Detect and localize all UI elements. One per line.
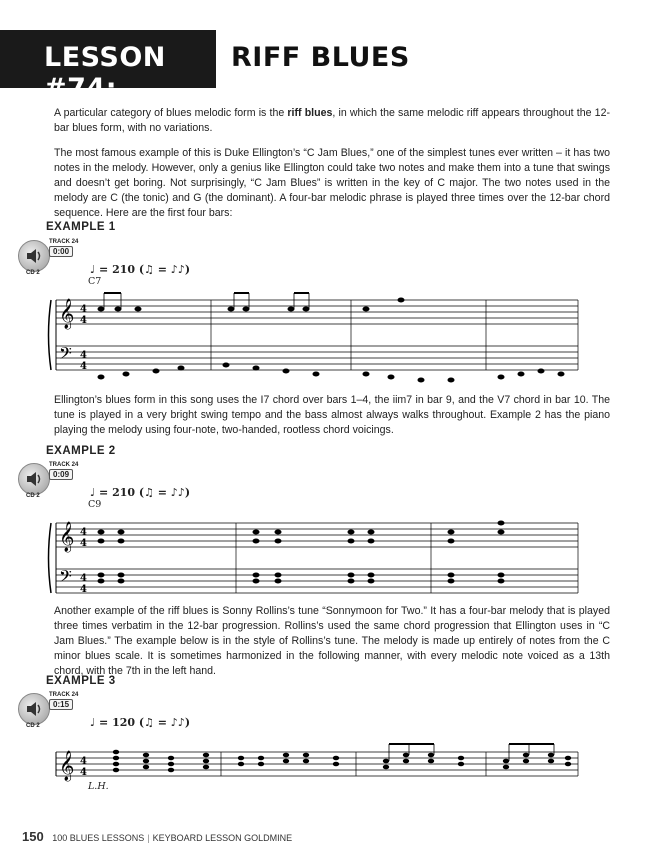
track-label: TRACK 24: [49, 462, 79, 468]
svg-text:𝄢: 𝄢: [59, 343, 72, 367]
lesson-number-box: [0, 30, 216, 104]
track-badge-2[interactable]: [18, 463, 88, 505]
svg-text:𝄞: 𝄞: [59, 751, 75, 781]
track-time: 0:15: [49, 699, 73, 710]
svg-text:4: 4: [80, 361, 87, 372]
example-1-label: EXAMPLE 1: [46, 221, 116, 233]
example-3-label: EXAMPLE 3: [46, 675, 116, 687]
series-title: KEYBOARD LESSON GOLDMINE: [152, 833, 293, 843]
book-title: 100 BLUES LESSONS: [52, 833, 145, 843]
track-label: TRACK 24: [49, 239, 79, 245]
ellington-paragraph: The most famous example of this is Duke Ellington’s “C Jam Blues,” one of the simplest tunes ever written – it has two notes in the melody. However, only a genius like Ellington could take two notes and make them into a tune that swings and doesn’t get boring. Not surprisingly, “C Jam Blues” is written in the key of C major. The two notes used in the melody are C (the tonic) and G (the dominant). A four-bar melodic phrase is played three times over the 12-bar chord sequence. Here are the first four bars:: [54, 147, 610, 219]
track-time: 0:09: [49, 469, 73, 480]
page-number: 150: [22, 829, 44, 844]
example-2-label: EXAMPLE 2: [46, 445, 116, 457]
track-badge-3[interactable]: [18, 693, 88, 735]
svg-text:4: 4: [80, 584, 87, 595]
tempo-marking-3: ♩ = 120 (♫ = ♪♪): [90, 716, 191, 729]
track-label: TRACK 24: [49, 692, 79, 698]
speaker-icon: [18, 463, 50, 495]
intro-text-b: , in which the same melodic riff appears throughout the 12-bar blues form, with no variations.: [54, 107, 610, 134]
form-paragraph: Ellington’s blues form in this song uses the I7 chord over bars 1–4, the iim7 in bar 9, and the V7 chord in bar 10. The tune is played in a very bright swing tempo and the bass almost always walks throughout. Example 2 has the piano playing the melody using four-note, two-handed, rootless chord voicings.: [54, 394, 610, 436]
lesson-header: [0, 30, 648, 104]
intro-paragraph: [54, 106, 610, 136]
cd-label: CD 2: [26, 723, 40, 729]
speaker-icon: [18, 240, 50, 272]
svg-text:4: 4: [80, 315, 87, 326]
chord-symbol-2: C9: [88, 499, 102, 510]
tempo-marking-2: ♩ = 210 (♫ = ♪♪): [90, 486, 191, 499]
speaker-icon: [18, 693, 50, 725]
svg-text:4: 4: [80, 350, 87, 361]
svg-text:4: 4: [80, 538, 87, 549]
cd-label: CD 2: [26, 493, 40, 499]
chord-symbol-1: C7: [88, 276, 102, 287]
intro-text-a: A particular category of blues melodic form is the: [54, 107, 288, 119]
svg-text:4: 4: [80, 304, 87, 315]
music-score-1: [46, 290, 586, 380]
page-footer: 150 100 BLUES LESSONS | KEYBOARD LESSON GOLDMINE: [22, 829, 293, 844]
svg-text:𝄢: 𝄢: [59, 566, 72, 590]
track-badge-1[interactable]: [18, 240, 88, 282]
svg-text:4: 4: [80, 767, 87, 778]
left-hand-marking: L.H.: [88, 781, 109, 792]
svg-text:4: 4: [80, 527, 87, 538]
svg-text:𝄞: 𝄞: [59, 522, 75, 552]
intro-bold-term: riff blues: [287, 107, 333, 119]
lesson-number: LESSON #74:: [44, 42, 166, 104]
track-time: 0:00: [49, 246, 73, 257]
svg-text:4: 4: [80, 756, 87, 767]
lesson-title: RIFF BLUES: [231, 42, 410, 73]
svg-text:𝄞: 𝄞: [59, 299, 75, 329]
tempo-marking-1: ♩ = 210 (♫ = ♪♪): [90, 263, 191, 276]
music-score-2: [46, 513, 586, 603]
cd-label: CD 2: [26, 270, 40, 276]
rollins-paragraph: Another example of the riff blues is Sonny Rollins’s tune “Sonnymoon for Two.” It has a four-bar melody that is played three times verbatim in the 12-bar progression. Rollins’s used the same chord progression that Ellington uses in “C Jam Blues.” The example below is in the style of Rollins’s tune. The melody is made up entirely of notes from the C minor blues scale. It is sometimes harmonized in the following manner, with every melodic note voiced as a 13th chord, with the 7th in the left hand.: [54, 605, 610, 677]
music-score-3: [46, 742, 586, 802]
svg-text:4: 4: [80, 573, 87, 584]
